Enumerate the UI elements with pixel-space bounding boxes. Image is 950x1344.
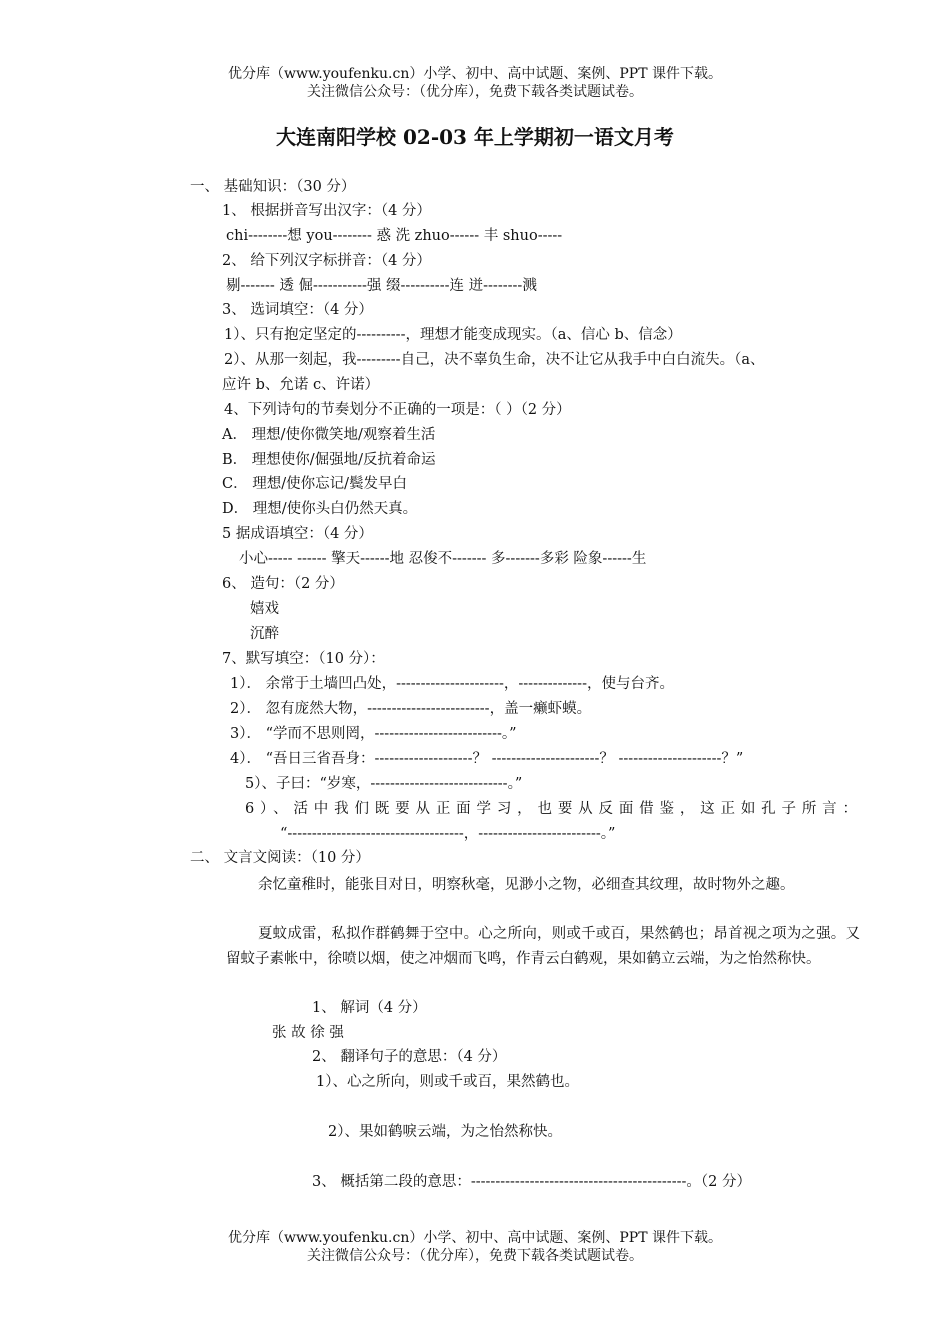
header-line-1: 优分库（www.youfenku.cn）小学、初中、高中试题、案例、PPT 课件下载。 [227,66,722,82]
header-line-2: 关注微信公众号：（优分库），免费下载各类试题试卷。 [307,84,643,100]
q3-sentence-2a: 2）、从那一刻起，我---------自己，决不辜负生命，决不让它从我手中白白流失。（a、 [224,352,765,368]
q7-line-2: 2）． 忽有庞然大物，-------------------------，盖一癞虾蟆。 [230,701,592,717]
q7-line-4: 4）． “吾日三省吾身：--------------------？ ----------------------？ ---------------------？” [230,751,744,767]
q7-line-6b: “------------------------------------，-------------------------。” [280,826,616,842]
footer-line-2: 关注微信公众号：（优分库），免费下载各类试题试卷。 [307,1248,643,1264]
footer-line-1: 优分库（www.youfenku.cn）小学、初中、高中试题、案例、PPT 课件下载。 [227,1230,722,1246]
s2-q3-label: 3、 概括第二段的意思：--------------------------------------------。（2 分） [312,1174,751,1190]
q5-items: 小心----- ------ 擎天------地 忍俊不------- 多-------多彩 险象------生 [239,551,647,567]
q2-label: 2、 给下列汉字标拼音：（4 分） [222,253,431,269]
q2-items: 剔------- 透 倔-----------强 缀----------连 迸--------溅 [226,278,537,294]
page-title: 大连南阳学校 02-03 年上学期初一语文月考 [276,125,674,149]
q4-option-c: C． 理想/使你忘记/鬓发早白 [222,476,407,492]
passage-paragraph-1: 余忆童稚时，能张目对日，明察秋毫，见渺小之物，必细查其纹理，故时物外之趣。 [258,877,795,893]
q5-label: 5 据成语填空：（4 分） [222,526,373,542]
q4-option-d: D． 理想/使你头白仍然天真。 [222,501,418,517]
q7-line-6a: 6）、活中我们既要从正面学习，也要从反面借鉴，这正如孔子所言： [245,801,857,817]
s2-q1-label: 1、 解词（4 分） [312,1000,427,1016]
q3-label: 3、 选词填空：（4 分） [222,302,373,318]
q6-word-1: 嬉戏 [250,601,279,617]
q4-option-b: B． 理想使你/倔强地/反抗着命运 [222,452,436,468]
q4-label: 4、下列诗句的节奏划分不正确的一项是：（ ）（2 分） [224,402,571,418]
q7-label: 7、默写填空：（10 分）： [222,651,385,667]
s2-q1-words: 张 故 徐 强 [272,1025,344,1041]
q1-items: chi--------想 you-------- 惑 洗 zhuo------ 丰 shuo----- [226,228,563,244]
q6-word-2: 沉醉 [250,626,279,642]
passage-paragraph-2: 夏蚊成雷，私拟作群鹤舞于空中。心之所向，则或千或百，果然鹤也；昂首视之项为之强。又留蚊子素帐中，徐喷以烟，使之冲烟而飞鸣，作青云白鹤观，果如鹤立云端，为之怡然称快。 [226,926,860,967]
q4-option-a: A． 理想/使你微笑地/观察着生活 [222,427,436,443]
q3-sentence-1: 1）、只有抱定坚定的----------，理想才能变成现实。（a、信心 b、信念） [224,327,682,343]
q7-line-5: 5）、子曰：“岁寒，----------------------------。” [245,776,523,792]
s2-q2-sentence-1: 1）、心之所向，则或千或百，果然鹤也。 [316,1074,579,1090]
q7-line-1: 1）． 余常于土墙凹凸处，----------------------，--------------，使与台齐。 [230,676,674,692]
s2-q2-sentence-2: 2）、果如鹤唳云端，为之怡然称快。 [328,1124,562,1140]
s2-q2-label: 2、 翻译句子的意思：（4 分） [312,1049,507,1065]
section-1-heading: 一、 基础知识：（30 分） [190,179,356,195]
q1-label: 1、 根据拼音写出汉字：（4 分） [222,203,431,219]
q6-label: 6、 造句：（2 分） [222,576,344,592]
section-2-heading: 二、 文言文阅读：（10 分） [190,850,370,866]
q7-line-3: 3）． “学而不思则罔，--------------------------。” [230,726,517,742]
q3-sentence-2b: 应许 b、允诺 c、许诺） [222,377,380,393]
